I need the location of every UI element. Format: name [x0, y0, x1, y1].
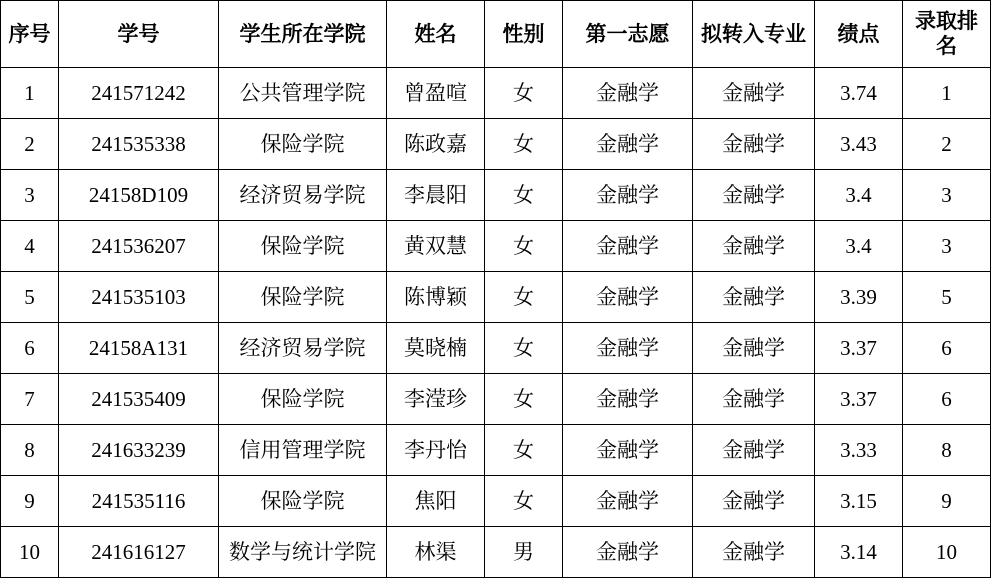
cell-gpa: 3.14	[815, 527, 903, 578]
cell-first-choice: 金融学	[563, 119, 693, 170]
table-row	[1, 119, 991, 170]
cell-gender: 女	[485, 68, 563, 119]
cell-college: 保险学院	[219, 272, 387, 323]
column-header-target-major	[693, 1, 815, 68]
column-header-gender	[485, 1, 563, 68]
cell-index: 7	[1, 374, 59, 425]
cell-gpa: 3.4	[815, 170, 903, 221]
table-body	[1, 68, 991, 578]
column-header-student-id-label: 学号	[117, 21, 160, 46]
column-header-target-major-label: 拟转入专业	[701, 21, 806, 46]
table-row	[1, 68, 991, 119]
cell-name: 李丹怡	[387, 425, 485, 476]
cell-name: 焦阳	[387, 476, 485, 527]
cell-target-major: 金融学	[693, 119, 815, 170]
table-row	[1, 425, 991, 476]
cell-target-major: 金融学	[693, 527, 815, 578]
cell-student-id: 24158D109	[59, 170, 219, 221]
cell-gpa: 3.4	[815, 221, 903, 272]
cell-gpa: 3.37	[815, 323, 903, 374]
column-header-college-label: 学生所在学院	[239, 21, 366, 46]
cell-college: 保险学院	[219, 476, 387, 527]
column-header-gpa-label: 绩点	[837, 21, 880, 46]
cell-gender: 女	[485, 323, 563, 374]
table-row	[1, 476, 991, 527]
column-header-first-choice	[563, 1, 693, 68]
cell-college: 经济贸易学院	[219, 170, 387, 221]
cell-index: 2	[1, 119, 59, 170]
cell-first-choice: 金融学	[563, 476, 693, 527]
cell-name: 陈博颖	[387, 272, 485, 323]
cell-target-major: 金融学	[693, 425, 815, 476]
cell-rank: 2	[903, 119, 991, 170]
cell-student-id: 241571242	[59, 68, 219, 119]
cell-college: 信用管理学院	[219, 425, 387, 476]
cell-gender: 女	[485, 425, 563, 476]
cell-first-choice: 金融学	[563, 68, 693, 119]
column-header-gpa	[815, 1, 903, 68]
column-header-college	[219, 1, 387, 68]
column-header-index	[1, 1, 59, 68]
cell-target-major: 金融学	[693, 272, 815, 323]
cell-target-major: 金融学	[693, 221, 815, 272]
table-row	[1, 170, 991, 221]
cell-rank: 3	[903, 170, 991, 221]
table-row	[1, 374, 991, 425]
cell-rank: 6	[903, 374, 991, 425]
cell-college: 保险学院	[219, 221, 387, 272]
cell-index: 3	[1, 170, 59, 221]
table-row	[1, 221, 991, 272]
cell-student-id: 241536207	[59, 221, 219, 272]
cell-name: 黄双慧	[387, 221, 485, 272]
cell-gender: 女	[485, 374, 563, 425]
cell-index: 6	[1, 323, 59, 374]
column-header-student-id	[59, 1, 219, 68]
cell-gender: 女	[485, 170, 563, 221]
cell-gender: 女	[485, 476, 563, 527]
cell-gpa: 3.15	[815, 476, 903, 527]
cell-first-choice: 金融学	[563, 221, 693, 272]
cell-college: 公共管理学院	[219, 68, 387, 119]
cell-index: 8	[1, 425, 59, 476]
cell-gpa: 3.43	[815, 119, 903, 170]
column-header-rank-label: 录取排名	[915, 9, 978, 58]
cell-first-choice: 金融学	[563, 272, 693, 323]
cell-rank: 1	[903, 68, 991, 119]
cell-rank: 10	[903, 527, 991, 578]
cell-index: 4	[1, 221, 59, 272]
cell-gpa: 3.39	[815, 272, 903, 323]
cell-rank: 3	[903, 221, 991, 272]
cell-gender: 女	[485, 221, 563, 272]
cell-index: 9	[1, 476, 59, 527]
cell-gender: 女	[485, 119, 563, 170]
cell-name: 陈政嘉	[387, 119, 485, 170]
column-header-index-label: 序号	[8, 21, 51, 46]
table-row	[1, 527, 991, 578]
cell-college: 数学与统计学院	[219, 527, 387, 578]
cell-gender: 女	[485, 272, 563, 323]
cell-first-choice: 金融学	[563, 527, 693, 578]
cell-name: 莫晓楠	[387, 323, 485, 374]
cell-target-major: 金融学	[693, 323, 815, 374]
cell-target-major: 金融学	[693, 170, 815, 221]
cell-name: 曾盈喧	[387, 68, 485, 119]
cell-first-choice: 金融学	[563, 170, 693, 221]
cell-student-id: 241616127	[59, 527, 219, 578]
cell-name: 李滢珍	[387, 374, 485, 425]
table-row	[1, 323, 991, 374]
cell-gpa: 3.74	[815, 68, 903, 119]
cell-index: 1	[1, 68, 59, 119]
column-header-first-choice-label: 第一志愿	[585, 21, 670, 46]
cell-gpa: 3.33	[815, 425, 903, 476]
column-header-gender-label: 性别	[502, 21, 545, 46]
cell-name: 李晨阳	[387, 170, 485, 221]
column-header-rank	[903, 1, 991, 68]
cell-first-choice: 金融学	[563, 425, 693, 476]
cell-target-major: 金融学	[693, 68, 815, 119]
cell-student-id: 241535338	[59, 119, 219, 170]
table-row	[1, 272, 991, 323]
cell-rank: 8	[903, 425, 991, 476]
cell-index: 10	[1, 527, 59, 578]
cell-college: 经济贸易学院	[219, 323, 387, 374]
cell-student-id: 241535103	[59, 272, 219, 323]
cell-target-major: 金融学	[693, 476, 815, 527]
cell-first-choice: 金融学	[563, 323, 693, 374]
cell-gender: 男	[485, 527, 563, 578]
column-header-name-label: 姓名	[414, 21, 457, 46]
cell-student-id: 241535409	[59, 374, 219, 425]
cell-college: 保险学院	[219, 374, 387, 425]
cell-gpa: 3.37	[815, 374, 903, 425]
cell-college: 保险学院	[219, 119, 387, 170]
cell-name: 林渠	[387, 527, 485, 578]
cell-target-major: 金融学	[693, 374, 815, 425]
cell-student-id: 241535116	[59, 476, 219, 527]
cell-student-id: 24158A131	[59, 323, 219, 374]
cell-index: 5	[1, 272, 59, 323]
table-header-row	[1, 1, 991, 68]
cell-rank: 9	[903, 476, 991, 527]
cell-rank: 6	[903, 323, 991, 374]
cell-student-id: 241633239	[59, 425, 219, 476]
cell-first-choice: 金融学	[563, 374, 693, 425]
column-header-name	[387, 1, 485, 68]
cell-rank: 5	[903, 272, 991, 323]
